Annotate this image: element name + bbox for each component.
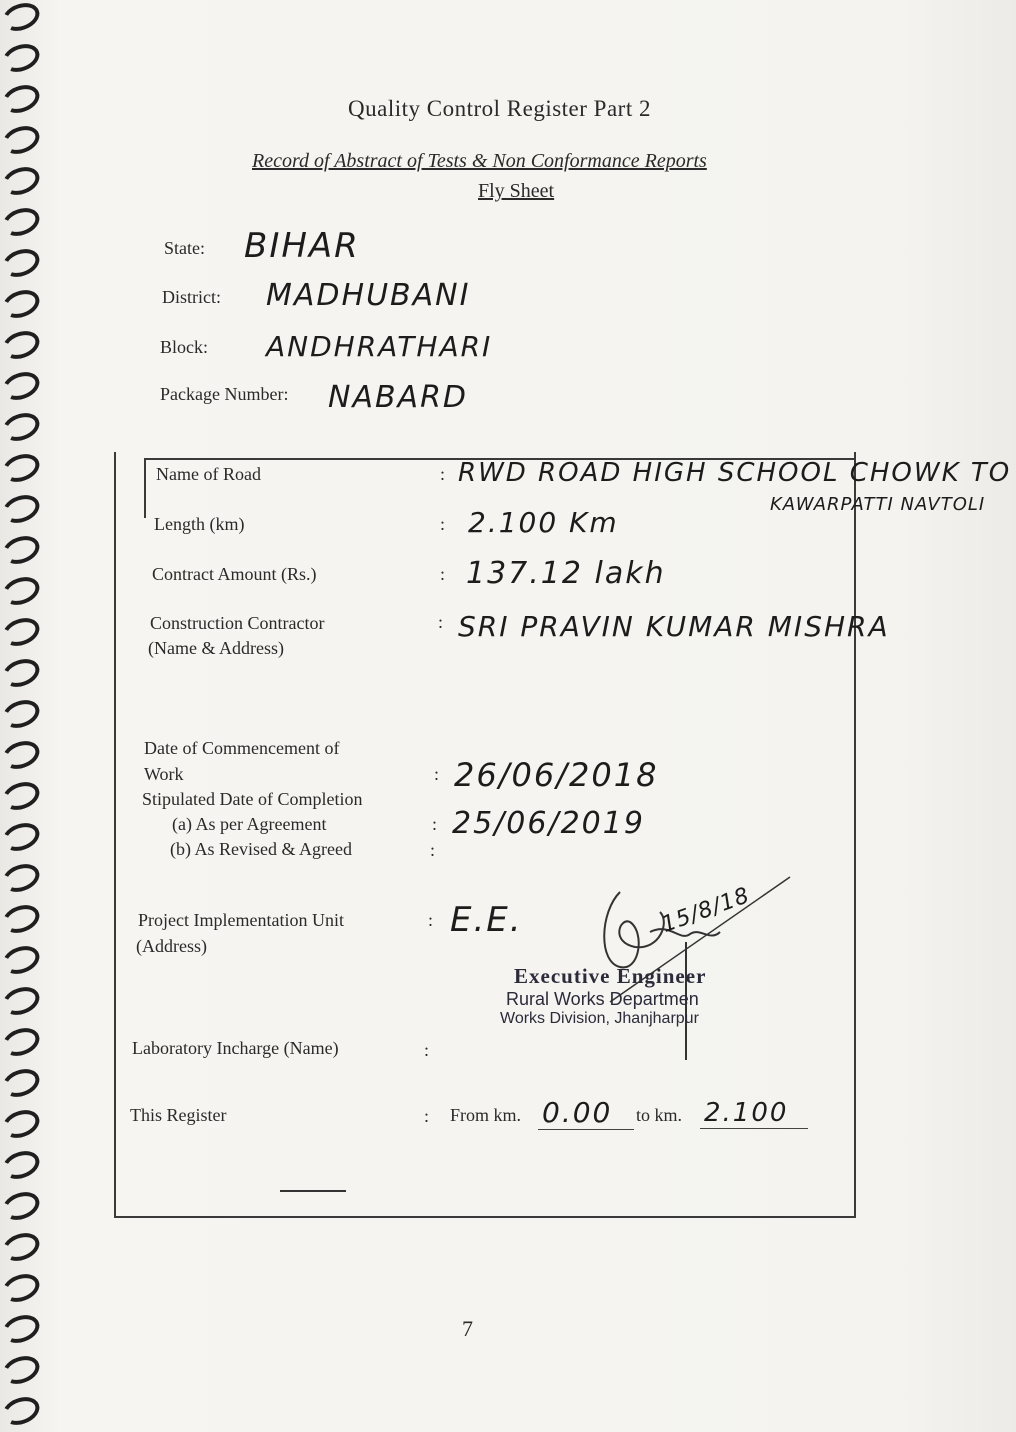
commencement-label: Date of Commencement of	[144, 738, 340, 758]
binding-ring	[0, 1105, 43, 1142]
contractor-value: SRI PRAVIN KUMAR MISHRA	[458, 610, 890, 643]
road-name-label: Name of Road	[156, 464, 261, 484]
binding-ring	[0, 941, 43, 978]
road-name-value: RWD ROAD HIGH SCHOOL CHOWK TO	[458, 458, 1012, 488]
contract-amount-label: Contract Amount (Rs.)	[152, 564, 317, 584]
binding-ring	[0, 900, 43, 937]
page-title: Quality Control Register Part 2	[348, 96, 651, 121]
register-to-value: 2.100	[700, 1098, 808, 1129]
binding-ring	[0, 654, 43, 691]
page-number: 7	[462, 1316, 473, 1341]
completion-agreement-label: (a) As per Agreement	[172, 814, 327, 834]
binding-ring	[0, 1392, 43, 1429]
register-to-label: to km.	[636, 1105, 683, 1125]
binding-ring	[0, 695, 43, 732]
package-label: Package Number:	[160, 384, 289, 404]
binding-ring	[0, 818, 43, 855]
binding-ring	[0, 859, 43, 896]
package-value: NABARD	[328, 380, 469, 415]
contractor-label-line2: (Name & Address)	[148, 638, 284, 658]
lab-incharge-label: Laboratory Incharge (Name)	[132, 1038, 339, 1058]
register-page: Quality Control Register Part 2 Record of Abstract of Tests & Non Conformance Reports Fly Sheet State: BIHAR District: MADHUBANI Block: ANDHRATHARI Package Number: NABARD Name of Road : RWD ROAD HIGH SCHOOL CHOWK TO KAWARPATTI NAVTOLI Length (km) : 2.100 Km Contract Amount (Rs.) : 137.12 lakh Construction Contractor (Name & Address) : SRI PRAVIN KUMAR MISHRA Date of Commencement of Work : 26/06/2018 Stipulated Date of Completion (a) As per Agreement : 25/06/2019 (b) As Revised & Agreed : Project Implementation Unit (Address) : E.E. 15/8/18 Executive Engineer Rural Works Departmen Works Division, Jhanjharpur Laboratory Incharge (Name) : This Register : From km. 0.00 to km. 2.100 7	[0, 0, 1016, 1432]
length-value: 2.100 Km	[468, 506, 619, 539]
binding-ring	[0, 531, 43, 568]
block-label: Block:	[160, 337, 208, 357]
district-value: MADHUBANI	[266, 278, 471, 313]
binding-ring	[0, 121, 43, 158]
state-value: BIHAR	[244, 226, 360, 266]
spiral-binding	[0, 0, 48, 1432]
binding-ring	[0, 1187, 43, 1224]
binding-ring	[0, 1064, 43, 1101]
official-stamp	[500, 964, 770, 1028]
binding-ring	[0, 285, 43, 322]
completion-agreement-value: 25/06/2019	[452, 806, 645, 841]
page-subtitle: Record of Abstract of Tests & Non Conformance Reports	[252, 150, 707, 172]
commencement-label-line2: Work	[144, 764, 184, 784]
binding-ring	[0, 1146, 43, 1183]
piu-label: Project Implementation Unit	[138, 910, 344, 930]
binding-ring	[0, 490, 43, 527]
register-from-label: From km.	[450, 1105, 522, 1125]
commencement-date-value: 26/06/2018	[454, 756, 659, 794]
binding-ring	[0, 1269, 43, 1306]
completion-label: Stipulated Date of Completion	[142, 789, 363, 809]
register-from-value: 0.00	[538, 1096, 634, 1130]
binding-ring	[0, 449, 43, 486]
completion-revised-label: (b) As Revised & Agreed	[170, 839, 352, 859]
length-label: Length (km)	[154, 514, 245, 534]
contractor-label: Construction Contractor	[150, 613, 325, 633]
fly-sheet-heading: Fly Sheet	[478, 180, 555, 202]
binding-ring	[0, 1228, 43, 1265]
binding-ring	[0, 0, 43, 36]
binding-ring	[0, 367, 43, 404]
binding-ring	[0, 162, 43, 199]
road-name-value-line2: KAWARPATTI NAVTOLI	[770, 494, 986, 515]
binding-ring	[0, 1310, 43, 1347]
register-label: This Register	[130, 1105, 227, 1125]
box-inner-border	[144, 458, 146, 518]
binding-ring	[0, 244, 43, 281]
binding-ring	[0, 736, 43, 773]
stamp-line-2: Rural Works Departmen	[506, 989, 699, 1009]
binding-ring	[0, 777, 43, 814]
state-label: State:	[164, 238, 205, 258]
binding-ring	[0, 572, 43, 609]
binding-ring	[0, 203, 43, 240]
piu-value: E.E.	[450, 900, 523, 940]
binding-ring	[0, 80, 43, 117]
contract-amount-value: 137.12 lakh	[466, 556, 666, 591]
block-value: ANDHRATHARI	[266, 330, 493, 363]
binding-ring	[0, 408, 43, 445]
stamp-line-3: Works Division, Jhanjharpur	[500, 1010, 699, 1027]
stamp-line-1: Executive Engineer	[514, 964, 707, 988]
blank-line	[280, 1190, 346, 1192]
binding-ring	[0, 613, 43, 650]
binding-ring	[0, 1023, 43, 1060]
binding-ring	[0, 982, 43, 1019]
district-label: District:	[162, 287, 221, 307]
binding-ring	[0, 326, 43, 363]
signature-date: 15/8/18	[658, 883, 754, 938]
piu-label-line2: (Address)	[136, 936, 207, 956]
binding-ring	[0, 1351, 43, 1388]
binding-ring	[0, 39, 43, 76]
